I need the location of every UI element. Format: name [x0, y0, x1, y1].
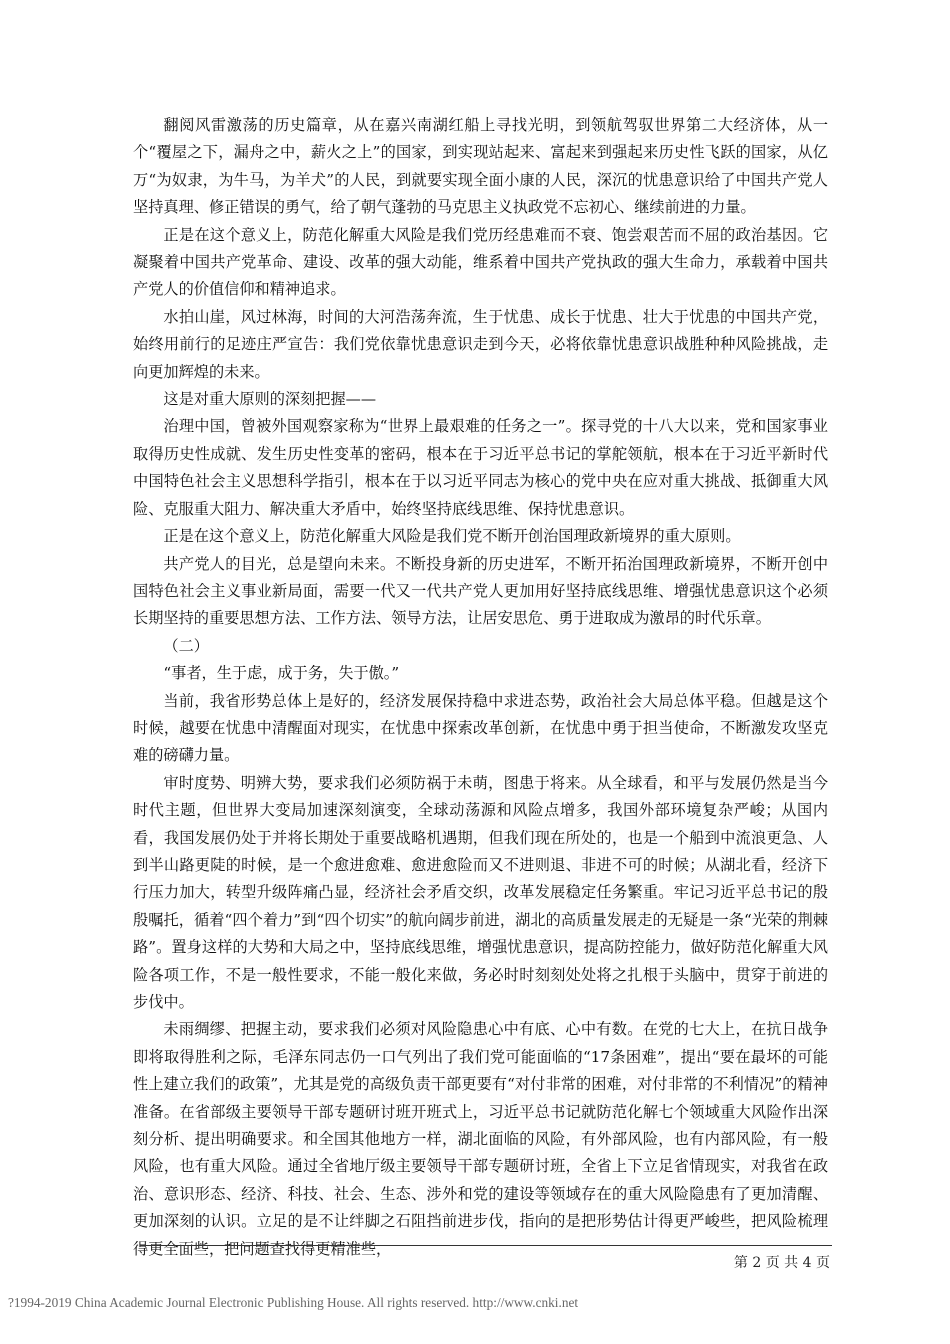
section-heading: （二）	[163, 636, 209, 655]
paragraph: 未雨绸缪、把握主动，要求我们必须对风险隐患心中有底、心中有数。在党的七大上，在抗日战争即将取得胜利之际，毛泽东同志仍一口气列出了我们党可能面临的“17条困难”，提出“要在最坏的可能性上建立我们的政策”，尤其是党的高级负责干部更要有“对付非常的困难，对付非常的不利情况”的精神准备。在省部级主要领导干部专题研讨班开班式上，习近平总书记就防范化解七个领域重大风险作出深刻分析、提出明确要求。和全国其他地方一样，湖北面临的风险，有外部风险，也有内部风险，有一般风险，也有重大风险。通过全省地厅级主要领导干部专题研讨班，全省上下立足省情现实，对我省在政治、意识形态、经济、科技、社会、生态、涉外和党的建设等领域存在的重大风险隐患有了更加清醒、更加深刻的认识。立足的是不让绊脚之石阻挡前进步伐，指向的是把形势估计得更严峻些，把风险梳理得更全面些，把问题查找得更精准些，	[133, 1020, 828, 1258]
article-body	[133, 112, 828, 1263]
paragraph: 治理中国，曾被外国观察家称为“世界上最艰难的任务之一”。探寻党的十八大以来，党和国家事业取得历史性成就、发生历史性变革的密码，根本在于习近平总书记的掌舵领航，根本在于习近平新时代中国特色社会主义思想科学指引，根本在于以习近平同志为核心的党中央在应对重大挑战、抵御重大风险、克服重大阻力、解决重大矛盾中，始终坚持底线思维、保持忧患意识。	[133, 417, 828, 518]
copyright-notice: ?1994-2019 China Academic Journal Electronic Publishing House. All rights reserved. http://www.cnki.net	[8, 1295, 579, 1310]
paragraph: 当前，我省形势总体上是好的，经济发展保持稳中求进态势，政治社会大局总体平稳。但越是这个时候，越要在忧患中清醒面对现实，在忧患中探索改革创新，在忧患中勇于担当使命，不断激发攻坚克难的磅礴力量。	[133, 691, 828, 765]
paragraph: 共产党人的目光，总是望向未来。不断投身新的历史进军，不断开拓治国理政新境界，不断开创中国特色社会主义事业新局面，需要一代又一代共产党人更加用好坚持底线思维、增强忧患意识这个必须长期坚持的重要思想方法、工作方法、领导方法，让居安思危、勇于进取成为激昂的时代乐章。	[133, 554, 828, 628]
quote-paragraph: “事者，生于虑，成于务，失于傲。”	[163, 664, 400, 683]
paragraph: 这是对重大原则的深刻把握——	[163, 390, 377, 409]
paragraph: 正是在这个意义上，防范化解重大风险是我们党历经患难而不衰、饱尝艰苦而不屈的政治基因。它凝聚着中国共产党革命、建设、改革的强大动能，维系着中国共产党执政的强大生命力，承载着中国共产党人的价值信仰和精神追求。	[133, 225, 828, 299]
paragraph: 水拍山崖，风过林海，时间的大河浩荡奔流，生于忧患、成长于忧患、壮大于忧患的中国共产党，始终用前行的足迹庄严宣告：我们党依靠忧患意识走到今天，必将依靠忧患意识战胜种种风险挑战，走向更加辉煌的未来。	[133, 307, 828, 381]
footer-divider	[140, 1245, 832, 1246]
paragraph: 审时度势、明辨大势，要求我们必须防祸于未萌，图患于将来。从全球看，和平与发展仍然是当今时代主题，但世界大变局加速深刻演变，全球动荡源和风险点增多，我国外部环境复杂严峻；从国内看，我国发展仍处于并将长期处于重要战略机遇期，但我们现在所处的，也是一个船到中流浪更急、人到半山路更陡的时候，是一个愈进愈难、愈进愈险而又不进则退、非进不可的时候；从湖北看，经济下行压力加大，转型升级阵痛凸显，经济社会矛盾交织，改革发展稳定任务繁重。牢记习近平总书记的殷殷嘱托，循着“四个着力”到“四个切实”的航向阔步前进，湖北的高质量发展走的无疑是一条“光荣的荆棘路”。置身这样的大势和大局之中，坚持底线思维，增强忧患意识，提高防控能力，做好防范化解重大风险各项工作，不是一般性要求，不能一般化来做，务必时时刻刻处处将之扎根于头脑中，贯穿于前进的步伐中。	[133, 773, 828, 1011]
paragraph: 正是在这个意义上，防范化解重大风险是我们党不断开创治国理政新境界的重大原则。	[163, 527, 741, 546]
page-number: 第 2 页 共 4 页	[733, 1255, 830, 1271]
paragraph: 翻阅风雷激荡的历史篇章，从在嘉兴南湖红船上寻找光明，到领航驾驭世界第二大经济体，从一个“覆屋之下，漏舟之中，薪火之上”的国家，到实现站起来、富起来到强起来历史性飞跃的国家，从亿万“为奴隶，为牛马，为羊犬”的人民，到就要实现全面小康的人民，深沉的忧患意识给了中国共产党人坚持真理、修正错误的勇气，给了朝气蓬勃的马克思主义执政党不忘初心、继续前进的力量。	[133, 116, 828, 217]
